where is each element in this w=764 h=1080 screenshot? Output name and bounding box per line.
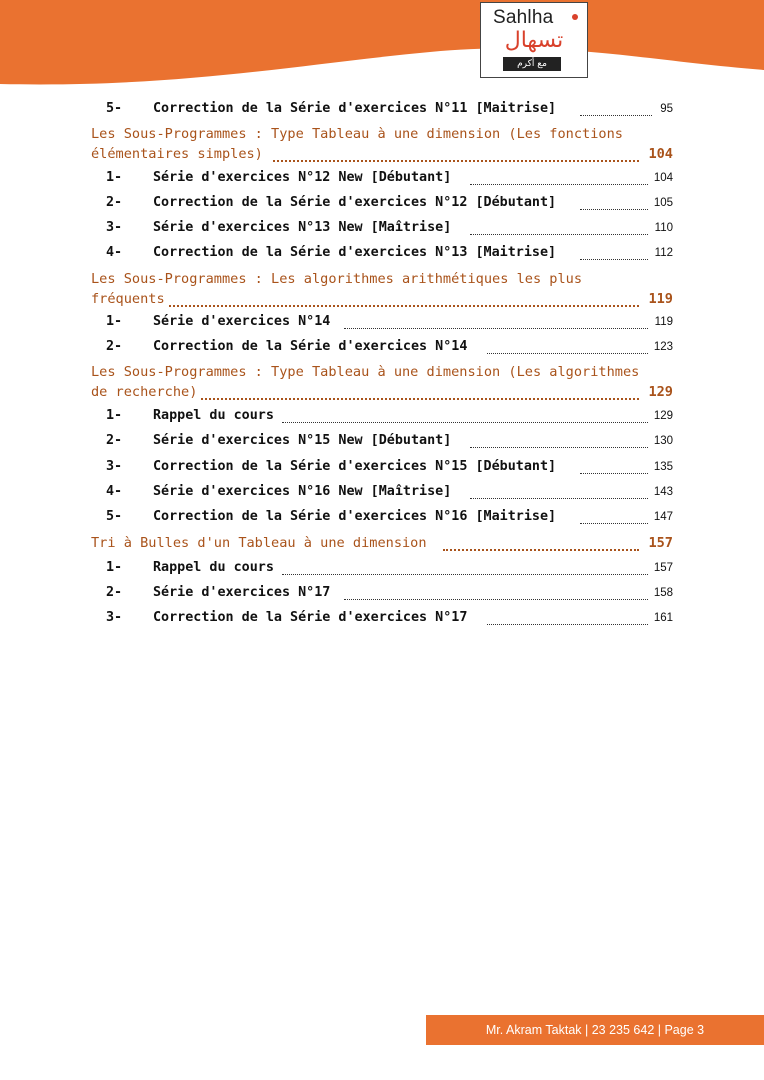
toc-section-page: 119: [648, 291, 673, 307]
toc-entry-number: 4-: [106, 484, 123, 499]
toc-entry-label: Série d'exercices N°15 New [Débutant]: [153, 433, 452, 448]
toc-section-title-line2: fréquents: [91, 291, 165, 307]
dot-leader: [470, 498, 648, 499]
toc-section-title-line1: Les Sous-Programmes : Type Tableau à une dimension (Les algorithmes: [91, 364, 640, 380]
toc-entry-label: Correction de la Série d'exercices N°16 [Maitrise]: [153, 509, 557, 524]
toc-entry-page: 158: [653, 587, 673, 599]
toc-entry-number: 1-: [106, 560, 123, 575]
toc-entry-number: 2-: [106, 339, 123, 354]
dot-leader: [282, 574, 648, 575]
toc-entry-number: 2-: [106, 195, 123, 210]
toc-entry-page: 130: [653, 435, 673, 447]
toc-entry-page: 161: [653, 612, 673, 624]
dot-leader: [443, 549, 639, 551]
dot-leader: [580, 473, 648, 474]
dot-leader: [487, 353, 648, 354]
toc-entry-number: 4-: [106, 245, 123, 260]
logo-latin-text: Sahlha: [493, 7, 554, 28]
toc-entry-number: 3-: [106, 459, 123, 474]
toc-entry-label: Correction de la Série d'exercices N°11 [Maitrise]: [153, 101, 557, 116]
toc-section-title-line1: Les Sous-Programmes : Les algorithmes arithmétiques les plus: [91, 271, 583, 287]
toc-entry-page: 110: [654, 222, 673, 234]
toc-entry-label: Correction de la Série d'exercices N°15 [Débutant]: [153, 459, 557, 474]
toc-entry-label: Série d'exercices N°12 New [Débutant]: [153, 170, 452, 185]
toc-entry-page: 112: [654, 247, 673, 259]
toc-entry-number: 1-: [106, 170, 123, 185]
toc-entry-label: Série d'exercices N°14: [153, 314, 331, 329]
dot-leader: [580, 209, 648, 210]
logo-badge: مع أكرم: [503, 57, 561, 71]
toc-section[interactable]: [91, 126, 673, 166]
dot-leader: [470, 234, 648, 235]
toc-entry-label: Rappel du cours: [153, 408, 274, 423]
dot-leader: [344, 599, 648, 600]
toc-entry-page: 119: [654, 316, 673, 328]
toc-entry-label: Correction de la Série d'exercices N°12 [Débutant]: [153, 195, 557, 210]
toc-entry-label: Correction de la Série d'exercices N°13 [Maitrise]: [153, 245, 557, 260]
toc-entry-label: Série d'exercices N°17: [153, 585, 331, 600]
dot-leader: [580, 115, 652, 116]
dot-leader: [487, 624, 648, 625]
toc-entry-label: Correction de la Série d'exercices N°17: [153, 610, 468, 625]
toc-entry-label: Correction de la Série d'exercices N°14: [153, 339, 468, 354]
toc-section[interactable]: [91, 364, 673, 404]
toc-entry-page: 157: [653, 562, 673, 574]
toc-entry-label: Série d'exercices N°16 New [Maîtrise]: [153, 484, 452, 499]
toc-entry-page: 147: [653, 511, 673, 523]
toc-entry-number: 5-: [106, 101, 123, 116]
logo-arabic-text: تسهال: [504, 28, 564, 53]
toc-section-page: 129: [648, 384, 673, 400]
toc-entry-page: 135: [653, 461, 673, 473]
toc-entry-page: 123: [653, 341, 673, 353]
toc-entry-number: 1-: [106, 408, 123, 423]
toc-entry-label: Série d'exercices N°13 New [Maîtrise]: [153, 220, 452, 235]
toc-entry-page: 95: [660, 103, 673, 115]
toc-section-title-line1: Les Sous-Programmes : Type Tableau à une dimension (Les fonctions: [91, 126, 623, 142]
toc-entry-label: Rappel du cours: [153, 560, 274, 575]
toc-section-title-line2: élémentaires simples): [91, 146, 263, 162]
toc-entry-number: 2-: [106, 585, 123, 600]
toc-section-title: Tri à Bulles d'un Tableau à une dimension: [91, 535, 427, 551]
toc-section[interactable]: [91, 271, 673, 311]
sahlha-logo: [480, 2, 588, 78]
toc-entry-number: 2-: [106, 433, 123, 448]
logo-dot-icon: [572, 14, 578, 20]
toc-entry-page: 143: [653, 486, 673, 498]
toc-section-page: 157: [648, 535, 673, 551]
toc-section-page: 104: [648, 146, 673, 162]
toc-entry-page: 129: [653, 410, 673, 422]
dot-leader: [273, 160, 639, 162]
header-wave: [0, 0, 764, 92]
toc-entry-number: 5-: [106, 509, 123, 524]
toc-entry-number: 3-: [106, 610, 123, 625]
toc-entry-number: 3-: [106, 220, 123, 235]
toc-entry-number: 1-: [106, 314, 123, 329]
toc-section-title-line2: de recherche): [91, 384, 198, 400]
dot-leader: [470, 447, 648, 448]
dot-leader: [201, 398, 639, 400]
toc-section[interactable]: [91, 535, 673, 555]
toc-entry-page: 104: [653, 172, 673, 184]
dot-leader: [344, 328, 648, 329]
dot-leader: [169, 305, 639, 307]
page-footer: Mr. Akram Taktak | 23 235 642 | Page 3: [426, 1015, 764, 1045]
dot-leader: [580, 259, 648, 260]
dot-leader: [282, 422, 648, 423]
toc-entry-page: 105: [653, 197, 673, 209]
dot-leader: [470, 184, 648, 185]
dot-leader: [580, 523, 648, 524]
